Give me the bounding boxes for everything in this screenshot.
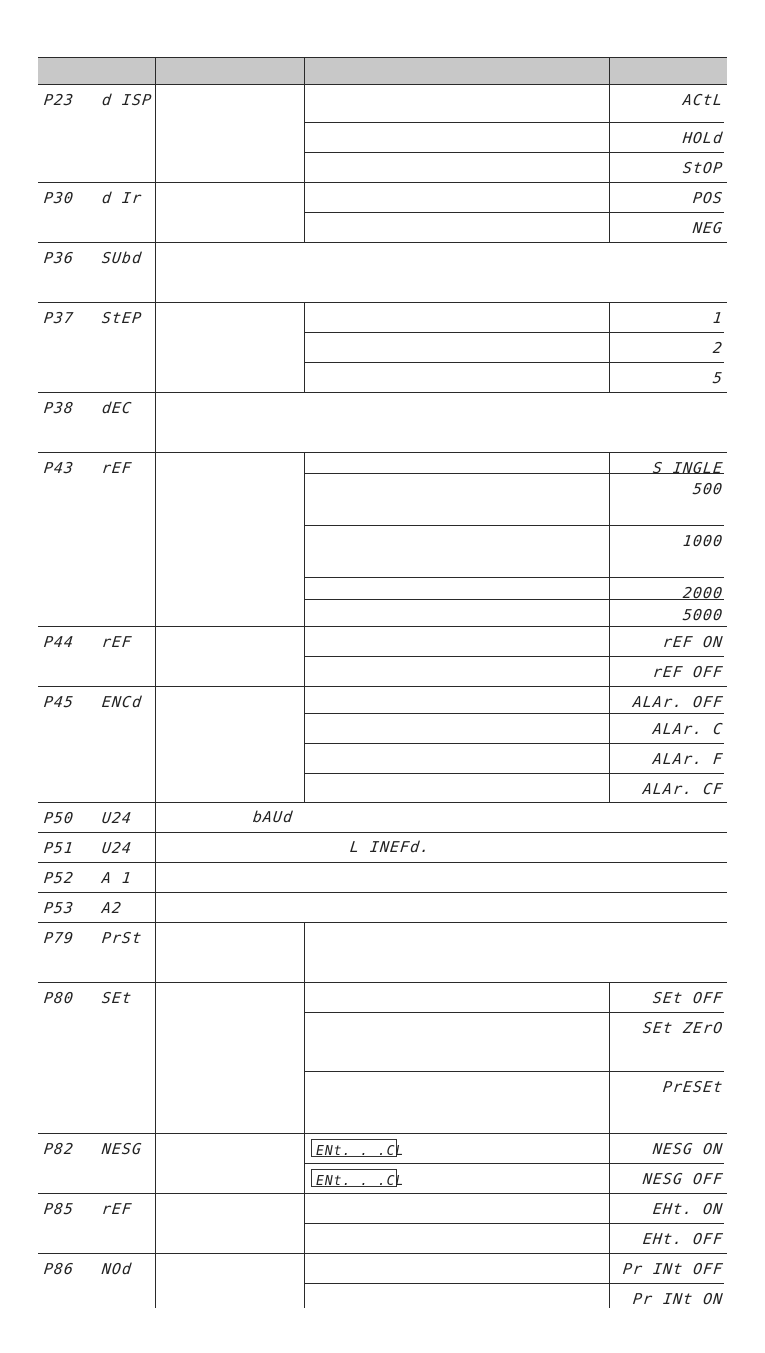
parameter-number: P82 (43, 1140, 76, 1158)
sub-row-divider (304, 713, 724, 714)
option-value: EHt. OFF (641, 1230, 724, 1248)
column-divider (304, 302, 305, 392)
parameter-code: U24 (101, 839, 134, 857)
parameter-code: NOd (101, 1260, 134, 1278)
column-divider (155, 922, 156, 982)
parameter-number: P80 (43, 989, 76, 1007)
parameter-number: P45 (43, 693, 76, 711)
column-divider (155, 862, 156, 892)
parameter-number: P38 (43, 399, 76, 417)
column-divider (304, 982, 305, 1133)
sub-row-divider (304, 1163, 724, 1164)
column-divider (155, 802, 156, 832)
column-divider (609, 1253, 610, 1308)
option-value: rEF ON (661, 633, 724, 651)
option-value: NEG (691, 219, 724, 237)
sub-row-divider (304, 212, 724, 213)
table-header (38, 57, 727, 84)
column-divider (155, 982, 156, 1133)
sub-row-divider (304, 1283, 724, 1284)
header-bottom-border (38, 84, 727, 85)
parameter-number: P51 (43, 839, 76, 857)
column-divider (155, 1133, 156, 1193)
column-divider (155, 832, 156, 862)
column-divider (609, 982, 610, 1133)
header-top-border (38, 57, 727, 58)
column-divider (155, 84, 156, 182)
column-divider (155, 182, 156, 242)
parameter-code: SUbd (101, 249, 144, 267)
option-value: ALAr. F (651, 750, 724, 768)
sub-row-divider (304, 743, 724, 744)
option-value: ALAr. OFF (631, 693, 724, 711)
row-border (38, 182, 727, 183)
sub-row-divider (304, 332, 724, 333)
entry-key-box (311, 1139, 405, 1159)
parameter-number: P53 (43, 899, 76, 917)
parameter-number: P50 (43, 809, 76, 827)
parameter-code: PrSt (101, 929, 144, 947)
column-divider (304, 84, 305, 182)
column-divider (609, 686, 610, 802)
option-value: 1 (712, 309, 724, 327)
row-border (38, 452, 727, 453)
parameter-code: A2 (101, 899, 124, 917)
column-divider (155, 686, 156, 802)
option-value: POS (691, 189, 724, 207)
option-value: ALAr. C (651, 720, 724, 738)
option-value: S INGLE (651, 459, 724, 477)
parameter-code: rEF (101, 1200, 134, 1218)
column-divider (609, 302, 610, 392)
parameter-number: P86 (43, 1260, 76, 1278)
option-value: 2 (712, 339, 724, 357)
row-border (38, 832, 727, 833)
option-value: ALAr. CF (641, 780, 724, 798)
column-divider (155, 1253, 156, 1308)
row-border (38, 686, 727, 687)
sub-row-divider (304, 577, 724, 578)
inline-value: L INEFd. (349, 838, 432, 856)
parameter-number: P30 (43, 189, 76, 207)
option-value: rEF OFF (651, 663, 724, 681)
option-value: EHt. ON (651, 1200, 724, 1218)
sub-row-divider (304, 152, 724, 153)
row-border (38, 892, 727, 893)
parameter-code: rEF (101, 633, 134, 651)
option-value: Pr INt OFF (621, 1260, 724, 1278)
option-value: 500 (691, 480, 724, 498)
parameter-number: P37 (43, 309, 76, 327)
column-divider (155, 452, 156, 626)
row-border (38, 626, 727, 627)
column-divider (155, 626, 156, 686)
option-value: NESG ON (651, 1140, 724, 1158)
sub-row-divider (304, 362, 724, 363)
entry-key-label: ENt. . .CL (316, 1174, 405, 1189)
sub-row-divider (304, 773, 724, 774)
option-value: SEt ZErO (641, 1019, 724, 1037)
column-divider (155, 392, 156, 452)
parameter-number: P79 (43, 929, 76, 947)
option-value: StOP (681, 159, 724, 177)
row-border (38, 1193, 727, 1194)
parameter-code: NESG (101, 1140, 144, 1158)
parameter-code: ENCd (101, 693, 144, 711)
parameter-number: P44 (43, 633, 76, 651)
row-border (38, 242, 727, 243)
column-divider (155, 892, 156, 922)
sub-row-divider (304, 1071, 724, 1072)
inline-value: bAUd (252, 808, 295, 826)
sub-row-divider (304, 1012, 724, 1013)
parameter-code: dEC (101, 399, 134, 417)
parameter-number: P85 (43, 1200, 76, 1218)
option-value: ACtL (681, 91, 724, 109)
sub-row-divider (304, 599, 724, 600)
row-border (38, 982, 727, 983)
parameter-code: d Ir (101, 189, 144, 207)
sub-row-divider (304, 122, 724, 123)
column-divider (304, 922, 305, 982)
header-divider (155, 57, 156, 84)
row-border (38, 302, 727, 303)
option-value: 1000 (681, 532, 724, 550)
parameter-code: U24 (101, 809, 134, 827)
header-divider (304, 57, 305, 84)
parameter-number: P36 (43, 249, 76, 267)
parameter-number: P52 (43, 869, 76, 887)
entry-key-box (311, 1169, 405, 1189)
column-divider (155, 302, 156, 392)
column-divider (155, 1193, 156, 1253)
option-value: SEt OFF (651, 989, 724, 1007)
column-divider (304, 686, 305, 802)
column-divider (304, 1253, 305, 1308)
option-value: 2000 (681, 584, 724, 602)
option-value: Pr INt ON (631, 1290, 724, 1308)
row-border (38, 802, 727, 803)
sub-row-divider (304, 1223, 724, 1224)
option-value: NESG OFF (641, 1170, 724, 1188)
column-divider (609, 84, 610, 182)
option-value: HOLd (681, 129, 724, 147)
option-value: 5 (712, 369, 724, 387)
sub-row-divider (304, 656, 724, 657)
parameter-code: d ISP (101, 91, 154, 109)
parameter-number: P43 (43, 459, 76, 477)
row-border (38, 392, 727, 393)
option-value: 5000 (681, 606, 724, 624)
parameter-number: P23 (43, 91, 76, 109)
row-border (38, 1253, 727, 1254)
column-divider (155, 242, 156, 302)
parameter-code: rEF (101, 459, 134, 477)
sub-row-divider (304, 525, 724, 526)
row-border (38, 862, 727, 863)
row-border (38, 922, 727, 923)
parameter-code: A 1 (101, 869, 134, 887)
header-divider (609, 57, 610, 84)
option-value: PrESEt (661, 1078, 724, 1096)
parameter-code: SEt (101, 989, 134, 1007)
entry-key-label: ENt. . .CL (316, 1144, 405, 1159)
row-border (38, 1133, 727, 1134)
parameter-code: StEP (101, 309, 144, 327)
